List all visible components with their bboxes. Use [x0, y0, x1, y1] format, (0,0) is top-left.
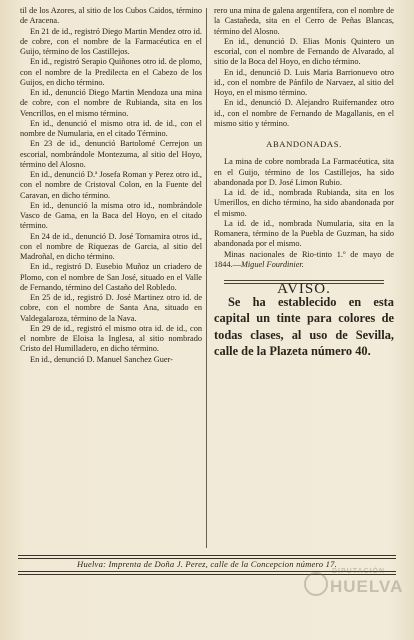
left-paragraph-9: En 24 de id., denunció D. José Tornamira otros id., con el nombre de Riquezas de Garcia, al sitio del Madroñal, en dicho término.: [20, 231, 202, 261]
column-divider: [206, 8, 207, 548]
abandoned-paragraph-2: La id. de id., nombrada Rubianda, sita en los Umerillos, en dicho término, ha sido abandonada por el mismo.: [214, 188, 394, 218]
left-paragraph-10: En id., registró D. Eusebio Muñoz un criadero de Plomo, con el nombre de San José, situado en el Valle de Fernando, término del Castaño del Robledo.: [20, 262, 202, 292]
aviso-body: Se ha establecido en esta capital un tinte para colores de todas clases, al uso de Sevilla, calle de la Plazeta número 40.: [214, 295, 394, 358]
abandoned-paragraph-3: La id. de id., nombrada Numularia, sita en la Romanera, término de la Puebla de Guzman, ha sido abandonada por el mismo.: [214, 218, 394, 249]
aviso-title: AVISO.: [277, 281, 331, 297]
right-paragraph-1: rero una mina de galena argentífera, con el nombre de la Castañeda, sita en el Cerro de Peñas Blancas, término del Alosno.: [214, 6, 394, 36]
left-paragraph-13: En id., denunció D. Manuel Sanchez Guer-: [30, 354, 173, 364]
watermark-big-text: HUELVA: [330, 577, 404, 596]
imprint-footer: Huelva: Imprenta de Doña J. Perez, calle de la Concepcion número 17.: [77, 559, 337, 569]
left-paragraph-11: En 25 de id., registró D. José Martinez otro id. de cobre, con el nombre de Santa Ana, situado en Valdegalaroza, término de la Nava.: [20, 293, 202, 323]
right-paragraph-4: En id., denunció D. Alejandro Ruifernandez otro id., con el nombre de Fernando de Magallanis, en el mismo sitio y término.: [214, 98, 394, 128]
closing-text: Minas nacionales de Rio-tinto 1.º de mayo de 1844.—: [214, 249, 394, 269]
signature: Miguel Fourdinier.: [240, 259, 304, 269]
watermark-small-text: DIPUTACIÓN: [332, 568, 386, 575]
right-paragraph-3: En id., denunció D. Luis Maria Barrionuevo otro id., con el nombre de Pánfilo de Narvaez, al sitio del Hoyo, en el mismo término.: [214, 67, 394, 97]
left-paragraph-5: En id., denunció el mismo otra id. de id., con el nombre de Numularia, en el citado Término.: [20, 118, 202, 138]
left-paragraph-4: En id., denunció Diego Martin Mendoza una mina de cobre, con el nombre de Rubianda, sita en los Vencrillos, en el mismo término.: [20, 88, 202, 118]
left-paragraph-1: til de los Azores, al sitio de los Cubos Caidos, término de Aracena.: [20, 6, 202, 26]
left-paragraph-12: En 29 de id., registró el mismo otra id. de id., con el nombre de Eloisa la Inglesa, al sitio nombrado Cristo del Humilladero, en dicho término.: [20, 323, 202, 354]
closing-line: [214, 250, 394, 271]
left-paragraph-7: En id., denunció D.ª Josefa Roman y Perez otro id., con el nombre de Cristoval Colon, en la Fuente del Caravan, en dicho término.: [20, 170, 202, 200]
left-paragraph-3: En id., registró Serapio Quiñones otro id. de plomo, con el nombre de la Predilecta en el Cabezo de los Guijos, en dicho término.: [20, 57, 202, 87]
archive-watermark: [304, 568, 404, 608]
left-paragraph-6: En 23 de id., denunció Bartolomé Cerrejon un escorial, nombrándole Montezuma, al sitio del Hoyo, término del Alosno.: [20, 139, 202, 169]
abandoned-paragraph-1: La mina de cobre nombrada La Farmacéutica, sita en el Guijo, término de los Castillejos, ha sido abandonada por D. José Limon Rubio.: [214, 157, 394, 187]
right-paragraph-2: En id., denunció D. Elias Monis Quintero un escorial, con el nombre de Fernando de Alvarado, al sitio de la Boca del Hoyo, en dicho término.: [214, 36, 394, 67]
left-column: [20, 6, 202, 365]
watermark-logo-icon: [304, 572, 328, 596]
left-paragraph-2: En 21 de id., registró Diego Martin Mendez otro id. de cobre, con el nombre de la Farmacéutica en el Guijo, término de los Castillejos.: [20, 26, 202, 56]
right-column: [214, 6, 394, 359]
abandoned-heading: ABANDONADAS.: [266, 139, 342, 149]
left-paragraph-8: En id., denunció la misma otro id., nombrándole Vasco de Gama, en la Baca del Hoyo, en el citado término.: [20, 200, 202, 231]
